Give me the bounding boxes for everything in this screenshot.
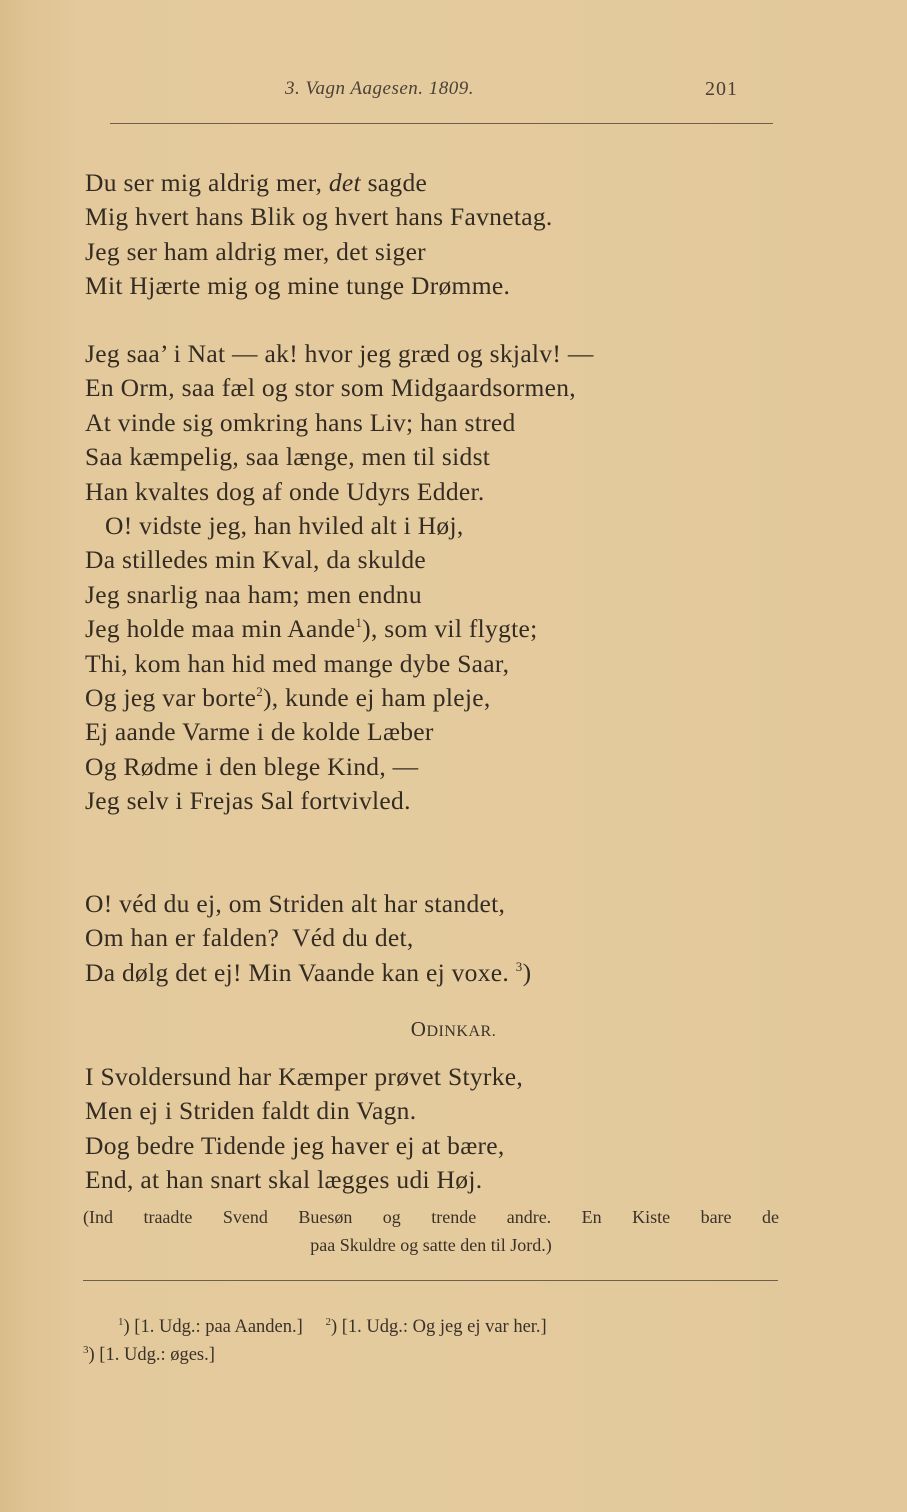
verse-line: Jeg holde maa min Aande$^1$), som vil flygte;	[85, 614, 538, 644]
running-head	[110, 78, 770, 108]
footnote-2: $^2$) [1. Udg.: Og jeg ej var her.]	[325, 1316, 547, 1337]
verse-line: Dog bedre Tidende jeg haver ej at bære,	[85, 1130, 505, 1160]
italic-word: det	[328, 168, 361, 197]
verse-line: At vinde sig omkring hans Liv; han stred	[85, 407, 516, 437]
verse-line: End, at han snart skal lægges udi Høj.	[85, 1165, 483, 1195]
verse-line: Da dølg det ej! Min Vaande kan ej voxe. $^3$)	[85, 957, 532, 987]
verse-line: Han kvaltes dog af onde Udyrs Edder.	[85, 476, 485, 506]
verse-line: O! véd du ej, om Striden alt har standet,	[85, 889, 506, 918]
verse-line: Jeg snarlig naa ham; men endnu	[85, 579, 422, 609]
stage-direction-line-2: paa Skuldre og satte den til Jord.)	[310, 1235, 552, 1255]
speaker-name: ODINKAR.	[410, 1017, 497, 1041]
verse-line: Da stilledes min Kval, da skulde	[85, 545, 427, 575]
verse-line: Og Rødme i den blege Kind, —	[85, 751, 419, 781]
footnote-3: $^3$) [1. Udg.: øges.]	[83, 1344, 215, 1365]
verse-line: En Orm, saa fæl og stor som Midgaardsormen,	[85, 373, 576, 403]
verse-line: I Svoldersund har Kæmper prøvet Styrke,	[85, 1062, 524, 1091]
verse-line: O! vidste jeg, han hviled alt i Høj,	[105, 510, 464, 540]
verse-line: Mit Hjærte mig og mine tunge Drømme.	[85, 271, 511, 301]
verse-line: Ej aande Varme i de kolde Læber	[85, 717, 434, 747]
footnote-ref-1[interactable]: 1	[355, 615, 363, 631]
verse-line: Jeg selv i Frejas Sal fortvivled.	[85, 786, 411, 816]
verse-line: Om han er falden? Véd du det,	[85, 923, 414, 953]
verse-line: Mig hvert hans Blik og hvert hans Favnetag.	[85, 202, 553, 232]
verse-line: Thi, kom han hid med mange dybe Saar,	[85, 648, 510, 678]
footnote-rule	[83, 1280, 778, 1281]
stanza-3	[85, 887, 805, 990]
running-head-title: 3. Vagn Aagesen. 1809.	[285, 78, 475, 99]
verse-line: Jeg ser ham aldrig mer, det siger	[85, 236, 426, 266]
verse-line: Men ej i Striden faldt din Vagn.	[85, 1096, 417, 1126]
footnote-ref-3[interactable]: 3	[515, 958, 523, 974]
verse-line: Jeg saa’ i Nat — ak! hvor jeg græd og skjalv! —	[85, 339, 594, 368]
page-number: 201	[705, 78, 738, 100]
header-rule	[110, 123, 773, 124]
odinkar-speech	[85, 1060, 805, 1198]
verse-line: Du ser mig aldrig mer, det sagde	[85, 168, 428, 197]
stage-direction-line-1: (Ind traadte Svend Buesøn og trende andre. En Kiste bare de	[83, 1207, 779, 1227]
verse-line: Og jeg var borte$^2$), kunde ej ham pleje,	[85, 682, 491, 712]
footnote-1: $^1$) [1. Udg.: paa Aanden.]	[118, 1316, 303, 1337]
footnote-ref-2[interactable]: 2	[256, 683, 264, 699]
footnotes	[83, 1313, 783, 1369]
stanza-2	[85, 337, 805, 818]
stanza-1	[85, 166, 805, 304]
verse-line: Saa kæmpelig, saa længe, men til sidst	[85, 442, 491, 472]
